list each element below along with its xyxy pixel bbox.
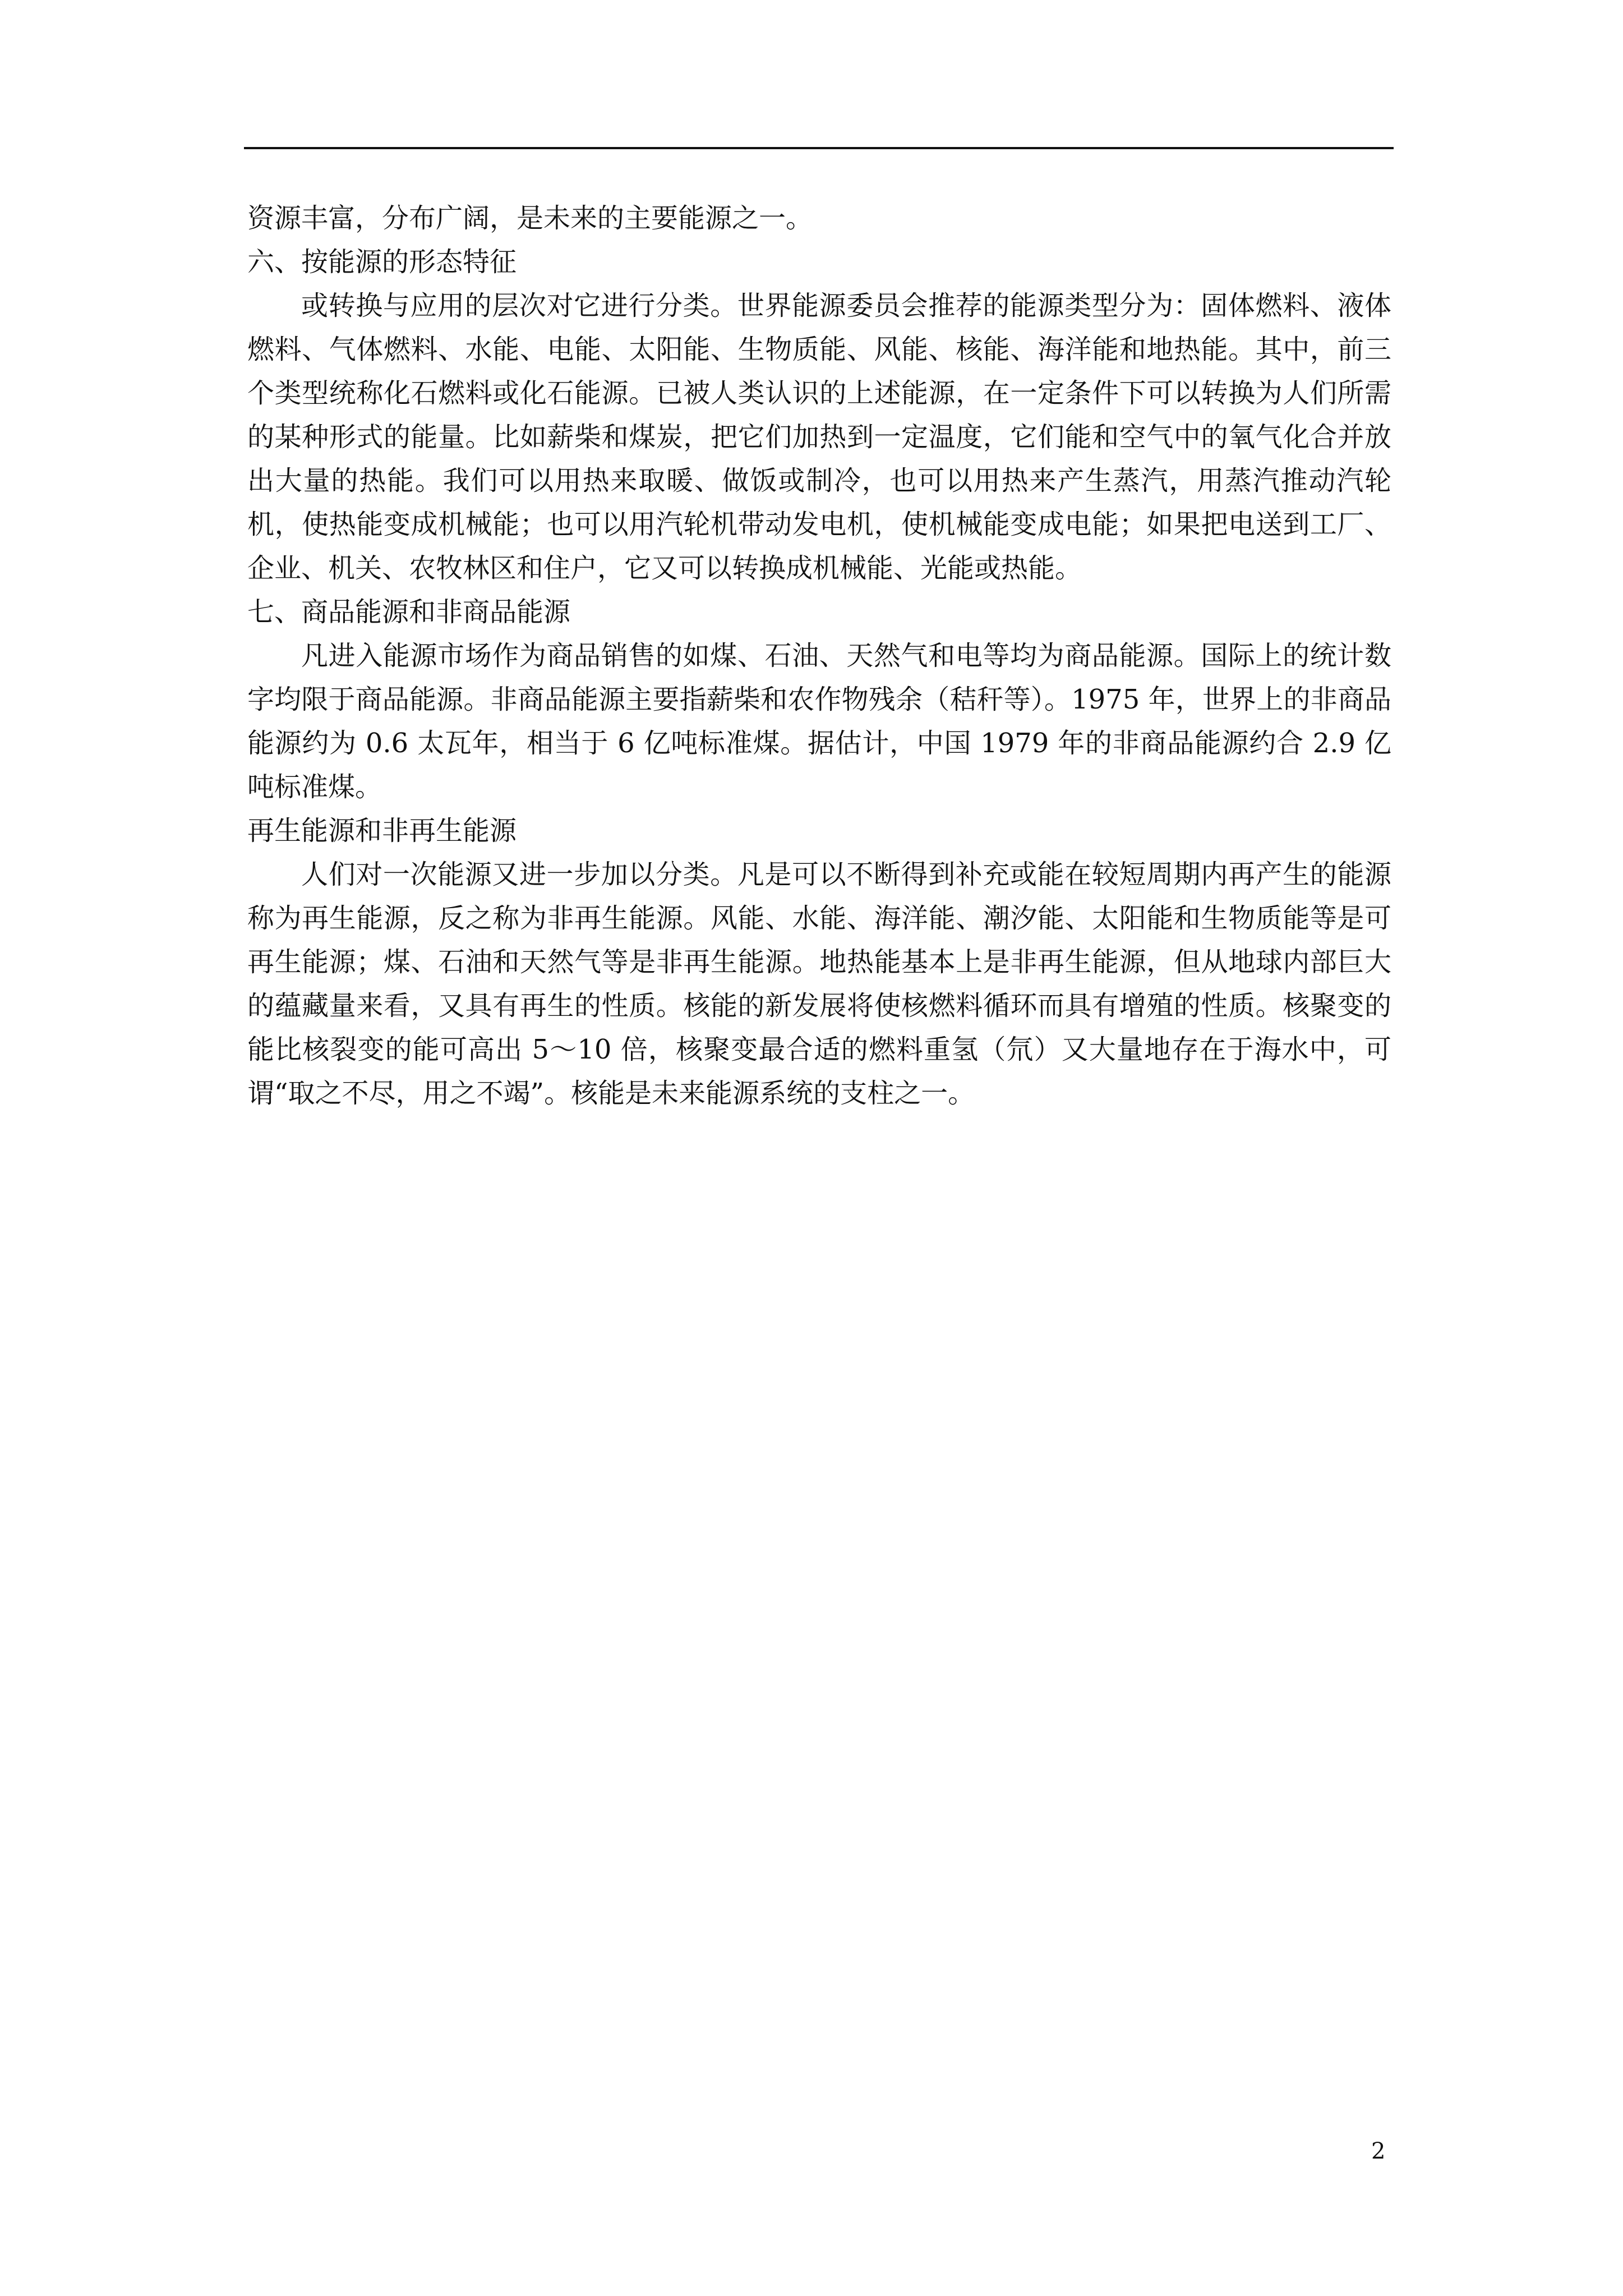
- continuation-text: 资源丰富，分布广阔，是未来的主要能源之一。: [247, 203, 813, 234]
- section-paragraph-renewable: 人们对一次能源又进一步加以分类。凡是可以不断得到补充或能在较短周期内再产生的能源称为再生能源，反之称为非再生能源。风能、水能、海洋能、潮汐能、太阳能和生物质能等是可再生能源；煤、石油和天然气等是非再生能源。地热能基本上是非再生能源，但从地球内部巨大的蕴藏量来看，又具有再生的性质。核能的新发展将使核燃料循环而具有增殖的性质。核聚变的能比核裂变的能可高出 5～10 倍，核聚变最合适的燃料重氢（氘）又大量地存在于海水中，可谓“取之不尽，用之不竭”。核能是未来能源系统的支柱之一。: [247, 859, 1391, 1109]
- page-number: 2: [1371, 2138, 1386, 2164]
- section-paragraph-6: 或转换与应用的层次对它进行分类。世界能源委员会推荐的能源类型分为：固体燃料、液体燃料、气体燃料、水能、电能、太阳能、生物质能、风能、核能、海洋能和地热能。其中，前三个类型统称化石燃料或化石能源。已被人类认识的上述能源，在一定条件下可以转换为人们所需的某种形式的能量。比如薪柴和煤炭，把它们加热到一定温度，它们能和空气中的氧气化合并放出大量的热能。我们可以用热来取暖、做饭或制冷，也可以用热来产生蒸汽，用蒸汽推动汽轮机，使热能变成机械能；也可以用汽轮机带动发电机，使机械能变成电能；如果把电送到工厂、企业、机关、农牧林区和住户，它又可以转换成机械能、光能或热能。: [247, 290, 1391, 584]
- section-heading-7: 七、商品能源和非商品能源: [247, 596, 571, 628]
- section-paragraph-7: 凡进入能源市场作为商品销售的如煤、石油、天然气和电等均为商品能源。国际上的统计数字均限于商品能源。非商品能源主要指薪柴和农作物残余（秸秆等）。1975 年，世界上的非商品能源约为 0.6 太瓦年，相当于 6 亿吨标准煤。据估计，中国 1979 年的非商品能源约合 2.9 亿吨标准煤。: [247, 640, 1391, 803]
- header-rule: [244, 147, 1394, 149]
- section-heading-renewable: 再生能源和非再生能源: [247, 815, 517, 846]
- document-body: [247, 196, 1391, 1115]
- section-heading-6: 六、按能源的形态特征: [247, 246, 517, 278]
